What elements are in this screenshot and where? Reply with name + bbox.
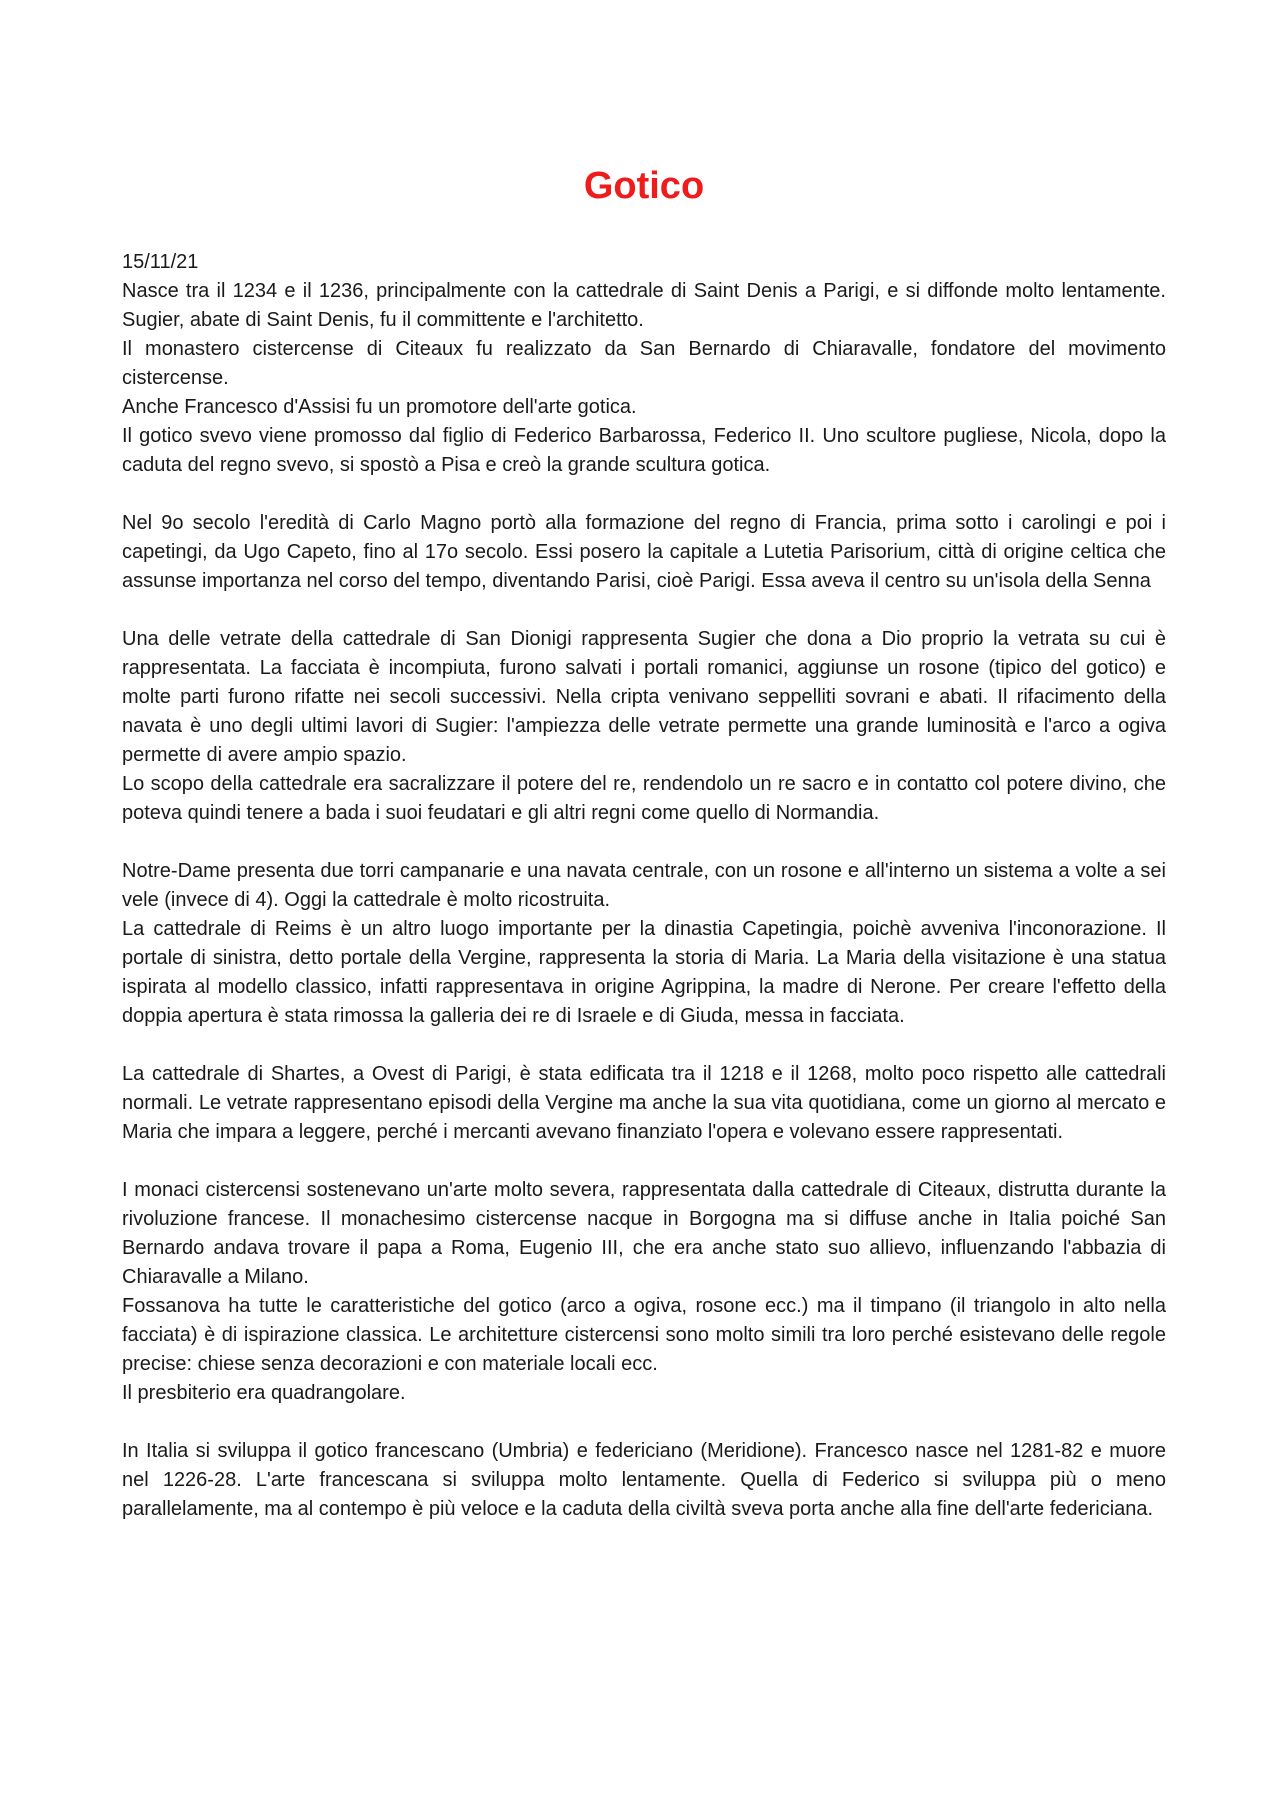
paragraph-line: Anche Francesco d'Assisi fu un promotore dell'arte gotica. [122, 396, 637, 418]
paragraph-line: Il monastero cistercense di Citeaux fu realizzato da San Bernardo di Chiaravalle, fondatore del movimento cistercense. [122, 338, 1166, 389]
paragraph-line: I monaci cistercensi sostenevano un'arte molto severa, rappresentata dalla cattedrale di Citeaux, distrutta durante la rivoluzione francese. Il monachesimo cistercense nacque in Borgogna ma si diffuse anche in Italia poiché San Bernardo andava trovare il papa a Roma, Eugenio III, che era anche stato suo allievo, influenzando l'abbazia di Chiaravalle a Milano. [122, 1179, 1166, 1288]
paragraph [122, 857, 1166, 1031]
document-date: 15/11/21 [122, 251, 199, 273]
paragraph [122, 1176, 1166, 1408]
paragraph-line: Fossanova ha tutte le caratteristiche del gotico (arco a ogiva, rosone ecc.) ma il timpano (il triangolo in alto nella facciata) è di ispirazione classica. Le architetture cistercensi sono molto simili tra loro perché esistevano delle regole precise: chiese senza decorazioni e con materiale locali ecc. [122, 1295, 1166, 1375]
paragraph-line: Notre-Dame presenta due torri campanarie e una navata centrale, con un rosone e all'interno un sistema a volte a sei vele (invece di 4). Oggi la cattedrale è molto ricostruita. [122, 860, 1166, 911]
paragraph-line: Nel 9o secolo l'eredità di Carlo Magno portò alla formazione del regno di Francia, prima sotto i carolingi e poi i capetingi, da Ugo Capeto, fino al 17o secolo. Essi posero la capitale a Lutetia Parisorium, città di origine celtica che assunse importanza nel corso del tempo, diventando Parisi, cioè Parigi. Essa aveva il centro su un'isola della Senna [122, 512, 1166, 592]
paragraph-line: La cattedrale di Reims è un altro luogo importante per la dinastia Capetingia, poichè avveniva l'inconorazione. Il portale di sinistra, detto portale della Vergine, rappresenta la storia di Maria. La Maria della visitazione è una statua ispirata al modello classico, infatti rappresentava in origine Agrippina, la madre di Nerone. Per creare l'effetto della doppia apertura è stata rimossa la galleria dei re di Israele e di Giuda, messa in facciata. [122, 918, 1166, 1027]
paragraph [122, 1060, 1166, 1147]
paragraph [122, 625, 1166, 828]
paragraph-line: Una delle vetrate della cattedrale di San Dionigi rappresenta Sugier che dona a Dio proprio la vetrata su cui è rappresentata. La facciata è incompiuta, furono salvati i portali romanici, aggiunse un rosone (tipico del gotico) e molte parti furono rifatte nei secoli successivi. Nella cripta venivano seppelliti sovrani e abati. Il rifacimento della navata è uno degli ultimi lavori di Sugier: l'ampiezza delle vetrate permette una grande luminosità e l'arco a ogiva permette di avere ampio spazio. [122, 628, 1166, 766]
paragraph-line: Lo scopo della cattedrale era sacralizzare il potere del re, rendendolo un re sacro e in contatto col potere divino, che poteva quindi tenere a bada i suoi feudatari e gli altri regni come quello di Normandia. [122, 773, 1166, 824]
paragraph-line: La cattedrale di Shartes, a Ovest di Parigi, è stata edificata tra il 1218 e il 1268, molto poco rispetto alle cattedrali normali. Le vetrate rappresentano episodi della Vergine ma anche la sua vita quotidiana, come un giorno al mercato e Maria che impara a leggere, perché i mercanti avevano finanziato l'opera e volevano essere rappresentati. [122, 1063, 1166, 1143]
document-page [122, 150, 1166, 1553]
paragraph-line: Nasce tra il 1234 e il 1236, principalmente con la cattedrale di Saint Denis a Parigi, e si diffonde molto lentamente. Sugier, abate di Saint Denis, fu il committente e l'architetto. [122, 280, 1166, 331]
paragraph-line: In Italia si sviluppa il gotico francescano (Umbria) e federiciano (Meridione). Francesco nasce nel 1281-82 e muore nel 1226-28. L'arte francescana si sviluppa molto lentamente. Quella di Federico si sviluppa più o meno parallelamente, ma al contempo è più veloce e la caduta della civiltà sveva porta anche alla fine dell'arte federiciana. [122, 1440, 1166, 1520]
document-title: Gotico [583, 165, 705, 207]
paragraph-line: Il gotico svevo viene promosso dal figlio di Federico Barbarossa, Federico II. Uno scultore pugliese, Nicola, dopo la caduta del regno svevo, si spostò a Pisa e creò la grande scultura gotica. [122, 425, 1166, 476]
paragraph [122, 1437, 1166, 1524]
paragraph [122, 277, 1166, 480]
paragraph [122, 509, 1166, 596]
document-body [122, 277, 1166, 1524]
paragraph-line: Il presbiterio era quadrangolare. [122, 1382, 406, 1404]
